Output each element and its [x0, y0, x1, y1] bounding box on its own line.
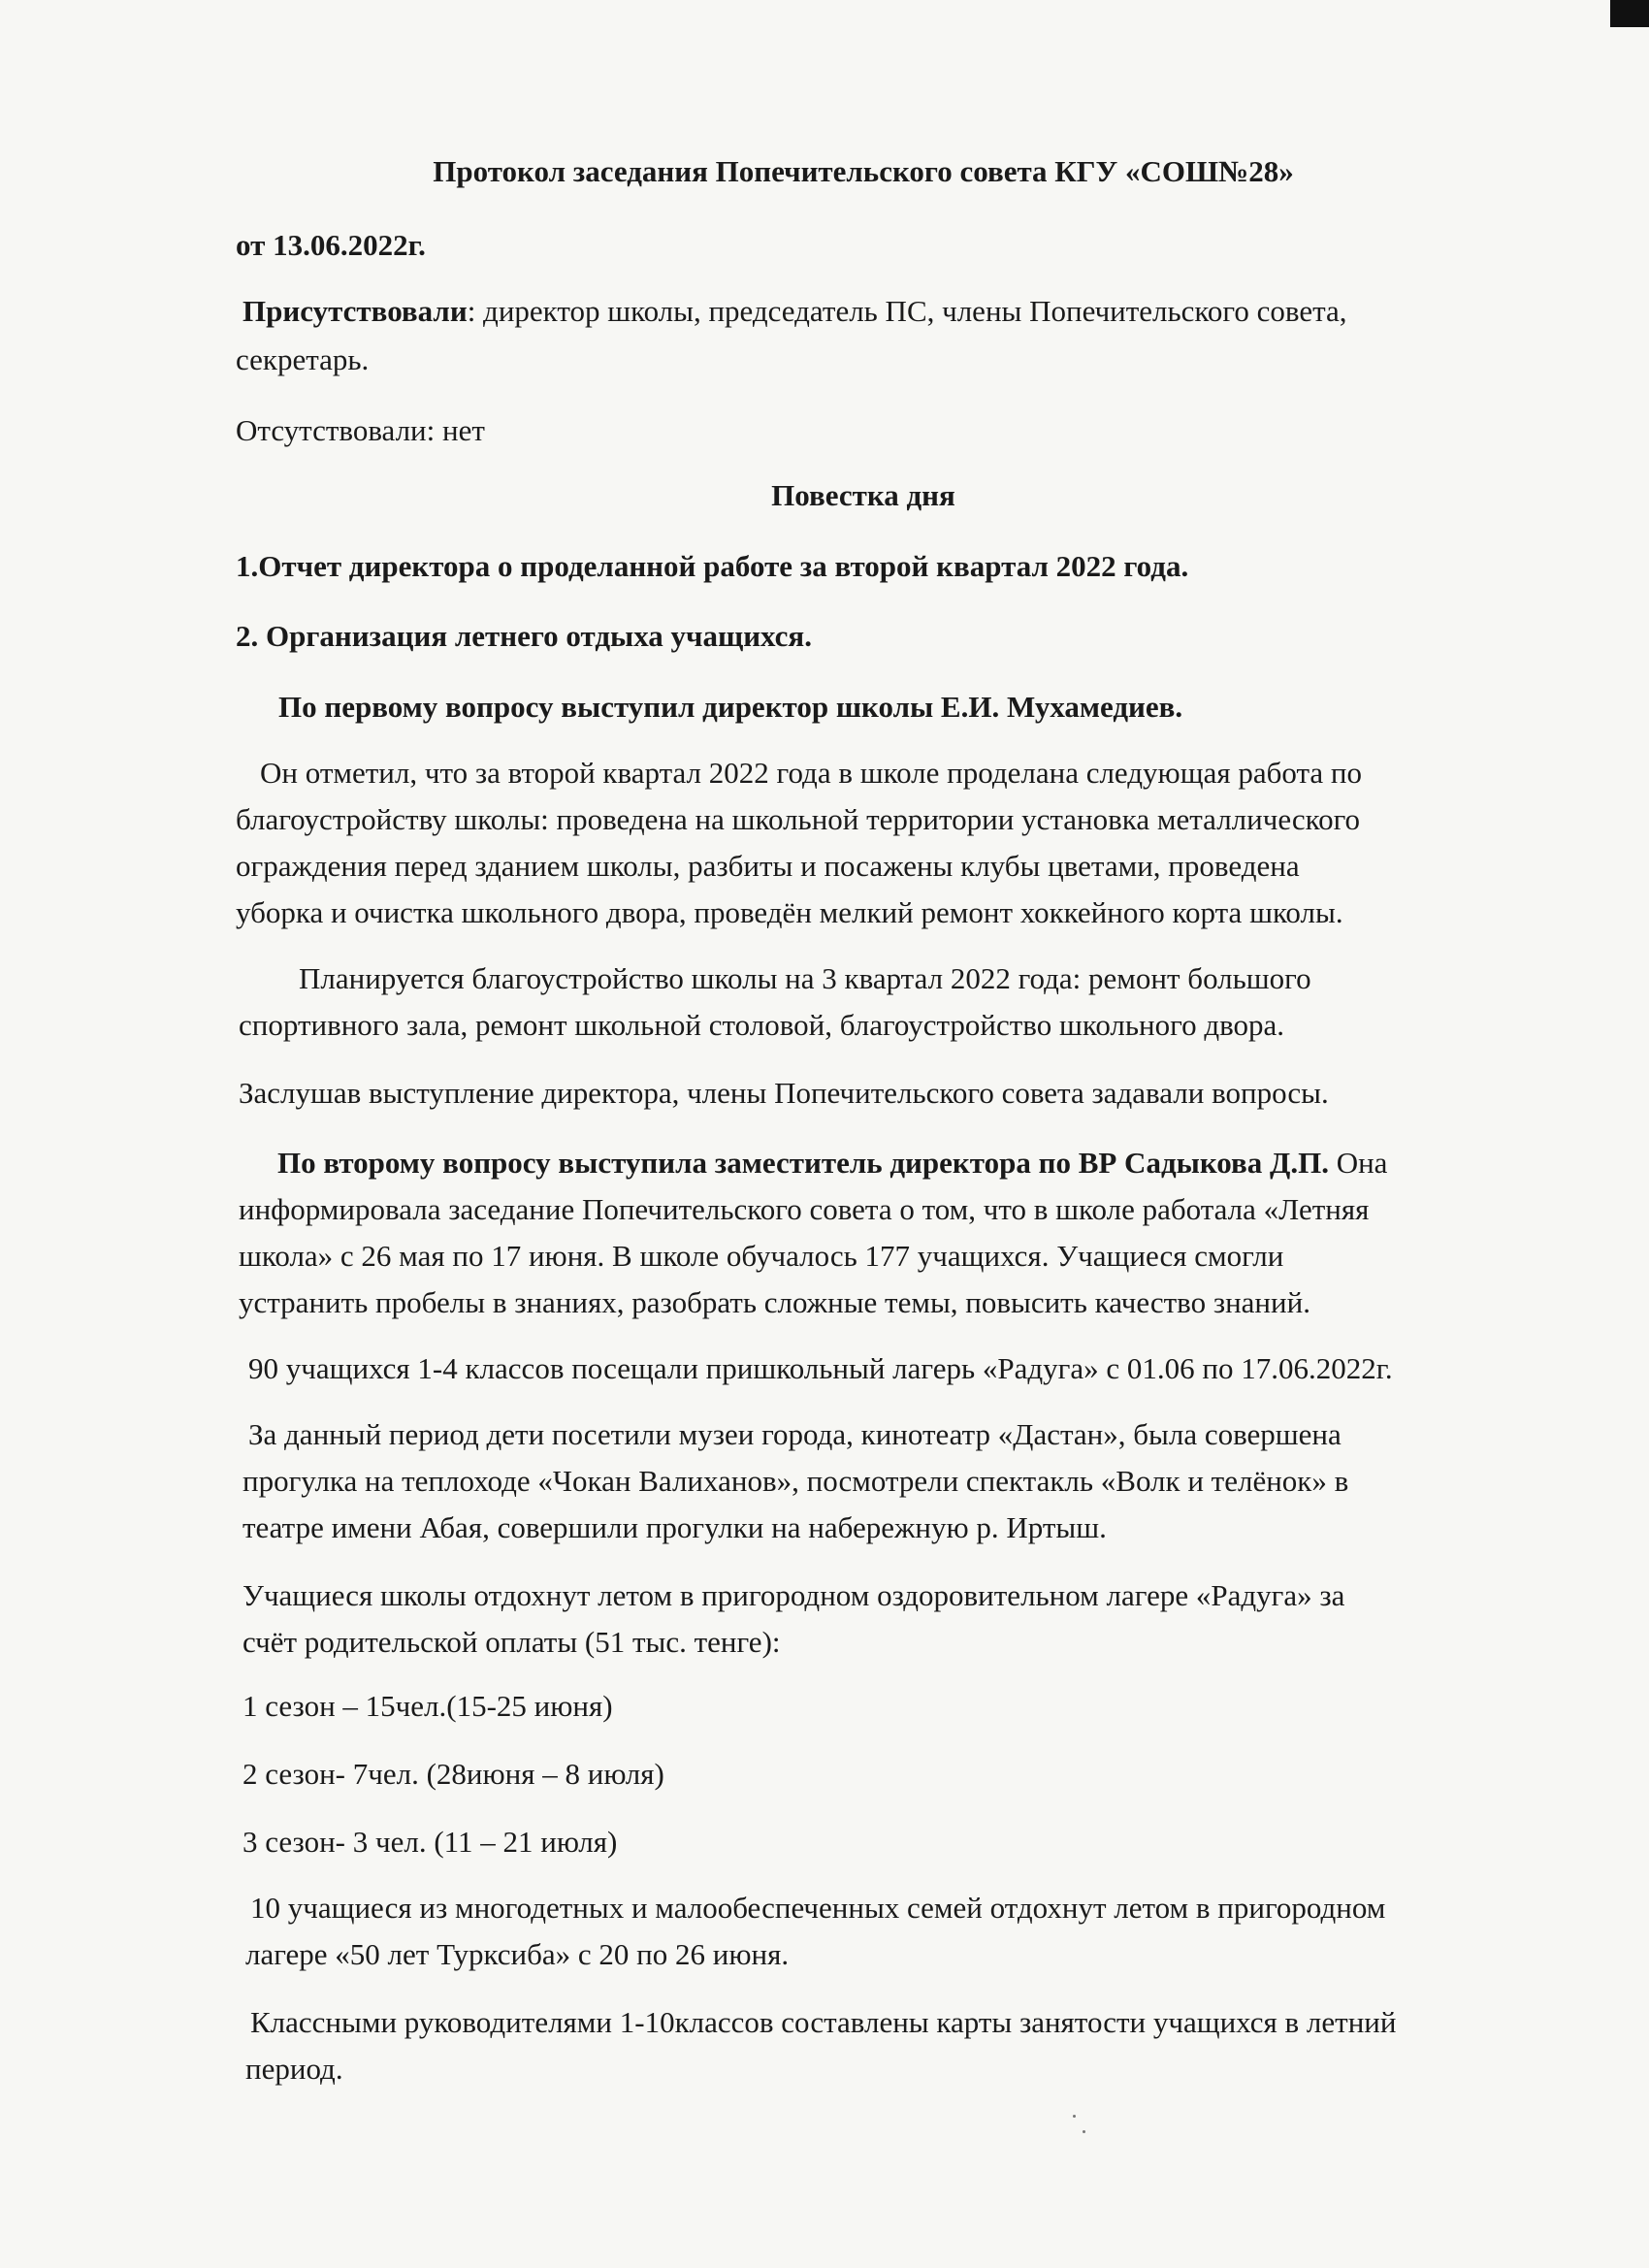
season-line: 2 сезон- 7чел. (28июня – 8 июля) — [242, 1757, 664, 1791]
second-question-line: школа» с 26 мая по 17 июня. В школе обучалось 177 учащихся. Учащиеся смогли — [239, 1239, 1284, 1273]
agenda-item-1: 1.Отчет директора о проделанной работе за второй квартал 2022 года. — [236, 549, 1189, 583]
present-label: Присутствовали — [242, 294, 468, 328]
visits-line: театре имени Абая, совершили прогулки на набережную р. Иртыш. — [242, 1510, 1107, 1544]
second-question-line: устранить пробелы в знаниях, разобрать сложные темы, повысить качество знаний. — [239, 1285, 1310, 1319]
agenda-heading: Повестка дня — [771, 478, 955, 512]
second-question-start: Она — [1328, 1146, 1388, 1180]
employment-line: Классными руководителями 1-10классов составлены карты занятости учащихся в летний — [250, 2005, 1397, 2039]
suburban-camp-line: Учащиеся школы отдохнут летом в пригородном оздоровительном лагере «Радуга» за — [242, 1578, 1345, 1612]
large-families-line: лагере «50 лет Турксиба» с 20 по 26 июня. — [245, 1937, 790, 1971]
first-question-heading: По первому вопросу выступил директор школы Е.И. Мухамедиев. — [278, 690, 1183, 724]
scan-corner-mark — [1610, 0, 1649, 27]
large-families-line: 10 учащиеся из многодетных и малообеспеченных семей отдохнут летом в пригородном — [250, 1891, 1386, 1925]
first-report-line: ограждения перед зданием школы, разбиты и посажены клубы цветами, проведена — [236, 849, 1300, 883]
visits-line: прогулка на теплоходе «Чокан Валиханов», посмотрели спектакль «Волк и телёнок» в — [242, 1464, 1349, 1498]
present-line — [242, 293, 1347, 330]
first-report-line: уборка и очистка школьного двора, проведён мелкий ремонт хоккейного корта школы. — [236, 895, 1343, 929]
present-line-2: секретарь. — [236, 342, 370, 376]
document-title: Протокол заседания Попечительского совета КГУ «СОШ№28» — [433, 154, 1294, 188]
agenda-item-2: 2. Организация летнего отдыха учащихся. — [236, 619, 812, 653]
second-question-speaker: По второму вопросу выступила заместитель директора по ВР Садыкова Д.П. — [277, 1146, 1329, 1180]
scan-speck — [1073, 2115, 1076, 2118]
absent-line: Отсутствовали: нет — [236, 413, 485, 447]
plan-line: Планируется благоустройство школы на 3 квартал 2022 года: ремонт большого — [299, 961, 1311, 995]
season-line: 3 сезон- 3 чел. (11 – 21 июля) — [242, 1825, 618, 1859]
scan-speck — [1083, 2130, 1085, 2133]
plan-line: спортивного зала, ремонт школьной столовой, благоустройство школьного двора. — [239, 1008, 1285, 1042]
season-line: 1 сезон – 15чел.(15-25 июня) — [242, 1689, 613, 1723]
present-list: : директор школы, председатель ПС, члены Попечительского совета, — [467, 294, 1347, 328]
second-question-line: информировала заседание Попечительского совета о том, что в школе работала «Летняя — [239, 1192, 1370, 1226]
visits-line: За данный период дети посетили музеи города, кинотеатр «Дастан», была совершена — [248, 1417, 1342, 1451]
meeting-date: от 13.06.2022г. — [236, 228, 426, 262]
second-question-heading — [277, 1145, 1387, 1182]
first-report-line: благоустройству школы: проведена на школьной территории установка металлического — [236, 802, 1361, 836]
first-report-line: Он отметил, что за второй квартал 2022 года в школе проделана следующая работа по — [260, 756, 1362, 790]
camp-line: 90 учащихся 1-4 классов посещали пришкольный лагерь «Радуга» с 01.06 по 17.06.2022г. — [248, 1351, 1393, 1385]
questions-line: Заслушав выступление директора, члены Попечительского совета задавали вопросы. — [239, 1076, 1329, 1110]
employment-line: период. — [245, 2052, 343, 2086]
suburban-camp-line: счёт родительской оплаты (51 тыс. тенге): — [242, 1625, 781, 1659]
